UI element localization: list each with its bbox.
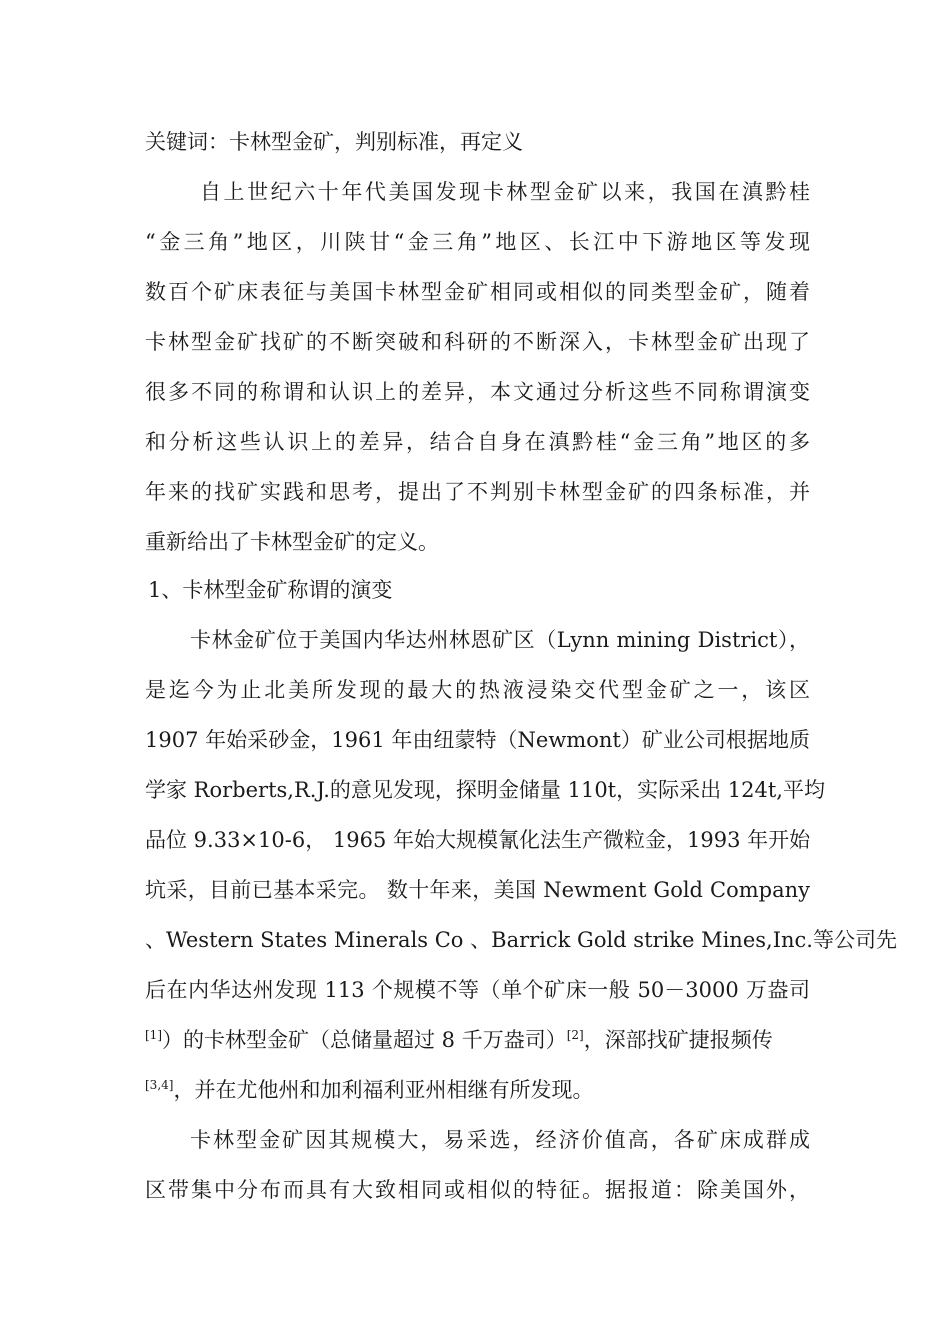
paragraph-1-line-8: 重新给出了卡林型金矿的定义。 bbox=[145, 530, 439, 554]
paragraph-2-line-2: 是迄今为止北美所发现的最大的热液浸染交代型金矿之一，该区 bbox=[145, 678, 810, 702]
paragraph-1-line-4: 卡林型金矿找矿的不断突破和科研的不断深入，卡林型金矿出现了 bbox=[145, 330, 810, 354]
paragraph-2-line-4: 学家 Rorberts,R.J.的意见发现，探明金储量 110t，实际采出 124t,平均 bbox=[145, 778, 825, 802]
paragraph-2-line-10-text: ，并在尤他州和加利福利亚州相继有所发现。 bbox=[173, 1078, 594, 1102]
section-1-title: 1、卡林型金矿称谓的演变 bbox=[148, 578, 393, 602]
paragraph-3-line-2: 区带集中分布而具有大致相同或相似的特征。据报道：除美国外， bbox=[145, 1178, 810, 1202]
paragraph-2-line-1: 卡林金矿位于美国内华达州林恩矿区（Lynn mining District）， bbox=[190, 628, 810, 652]
citation-1: [1] bbox=[145, 1028, 162, 1042]
paragraph-2-line-5: 品位 9.33×10-6， 1965 年始大规模氰化法生产微粒金，1993 年开始 bbox=[145, 828, 811, 852]
paragraph-1-line-3: 数百个矿床表征与美国卡林型金矿相同或相似的同类型金矿，随着 bbox=[145, 280, 810, 304]
citation-3-4: [3,4] bbox=[145, 1078, 174, 1092]
paragraph-2-line-9-text-b: ，深部找矿捷报频传 bbox=[583, 1028, 773, 1052]
paragraph-2-line-10 bbox=[145, 1075, 810, 1105]
paragraph-2-line-7: 、Western States Minerals Co 、Barrick Gold strike Mines,Inc.等公司先 bbox=[145, 928, 897, 952]
paragraph-2-line-9-text-a: ）的卡林型金矿（总储量超过 8 千万盎司） bbox=[162, 1028, 567, 1052]
paragraph-3-line-1: 卡林型金矿因其规模大，易采选，经济价值高，各矿床成群成 bbox=[190, 1128, 810, 1152]
paragraph-1-line-5: 很多不同的称谓和认识上的差异，本文通过分析这些不同称谓演变 bbox=[145, 380, 810, 404]
paragraph-1-line-1: 自上世纪六十年代美国发现卡林型金矿以来，我国在滇黔桂 bbox=[200, 180, 810, 204]
paragraph-2-line-6: 坑采，目前已基本采完。 数十年来，美国 Newment Gold Company bbox=[145, 878, 810, 902]
paragraph-1-line-6: 和分析这些认识上的差异，结合自身在滇黔桂“金三角”地区的多 bbox=[145, 430, 810, 454]
keywords-line: 关键词：卡林型金矿，判别标准，再定义 bbox=[145, 130, 523, 154]
paragraph-1-line-7: 年来的找矿实践和思考，提出了不判别卡林型金矿的四条标准，并 bbox=[145, 480, 810, 504]
paragraph-1-line-2: “金三角”地区，川陕甘“金三角”地区、长江中下游地区等发现 bbox=[145, 230, 810, 254]
paragraph-2-line-8: 后在内华达州发现 113 个规模不等（单个矿床一般 50－3000 万盎司 bbox=[145, 978, 810, 1002]
citation-2: [2] bbox=[566, 1028, 584, 1042]
paragraph-2-line-3: 1907 年始采砂金，1961 年由纽蒙特（Newmont）矿业公司根据地质 bbox=[145, 728, 810, 752]
paragraph-2-line-9 bbox=[145, 1025, 810, 1055]
